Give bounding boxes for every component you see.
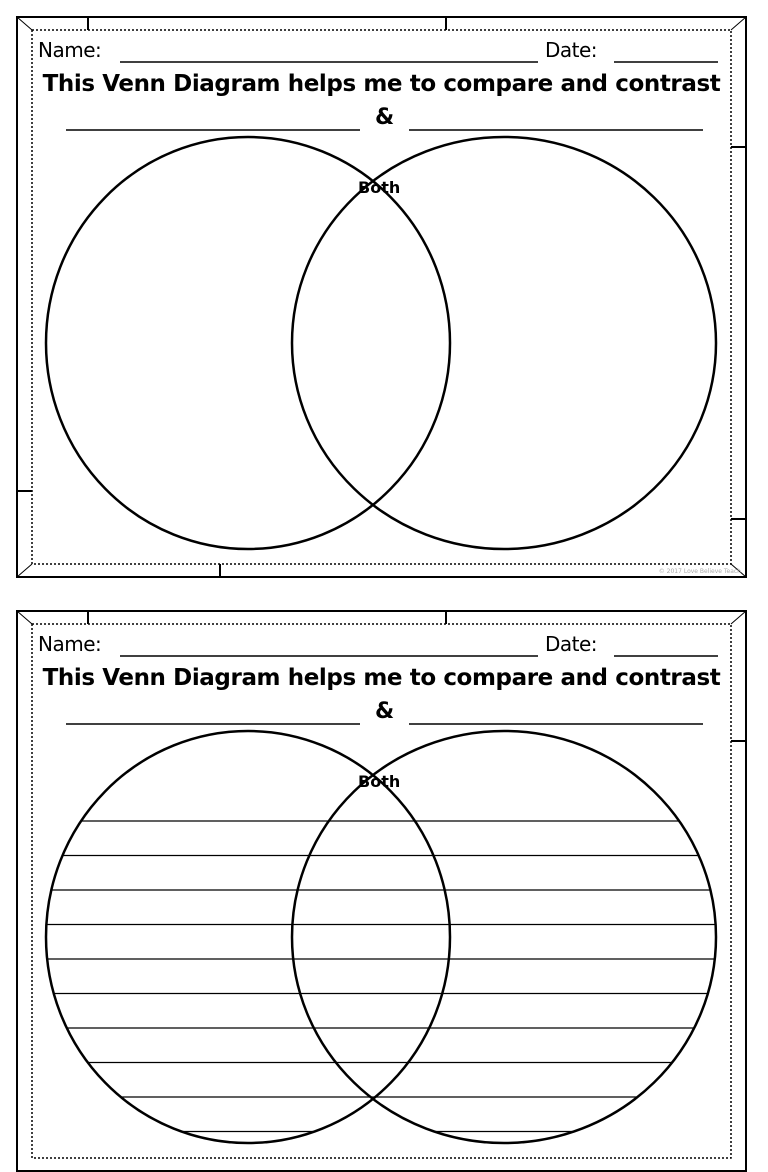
page-title: This Venn Diagram helps me to compare and contrast bbox=[42, 71, 721, 97]
both-label: Both bbox=[358, 178, 401, 197]
name-label: Name: bbox=[38, 632, 102, 656]
worksheet-frame bbox=[16, 16, 747, 578]
name-label: Name: bbox=[38, 38, 102, 62]
outer-border bbox=[17, 17, 746, 577]
copyright-text: © 2017 Love Believe Teach bbox=[658, 568, 741, 575]
right-circle bbox=[292, 137, 716, 549]
both-label: Both bbox=[358, 772, 401, 791]
left-circle bbox=[46, 137, 450, 549]
date-label: Date: bbox=[545, 38, 598, 62]
left-circle bbox=[46, 731, 450, 1143]
outer-border bbox=[17, 611, 746, 1171]
right-circle bbox=[292, 731, 716, 1143]
date-label: Date: bbox=[545, 632, 598, 656]
worksheet-plain bbox=[16, 16, 747, 578]
ruled-lines bbox=[36, 821, 728, 1132]
worksheet-frame bbox=[16, 610, 747, 1172]
ampersand: & bbox=[375, 105, 395, 130]
worksheet-ruled bbox=[16, 610, 747, 1172]
ampersand: & bbox=[375, 699, 395, 724]
page-title: This Venn Diagram helps me to compare and contrast bbox=[42, 665, 721, 691]
